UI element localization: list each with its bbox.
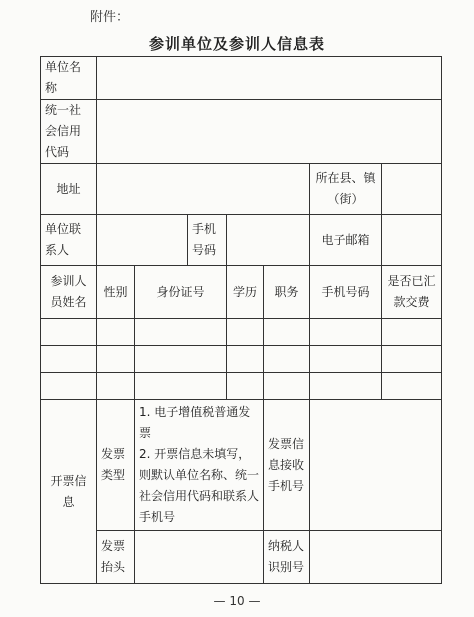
id-number-header: 身份证号 [135,266,227,319]
trainee-row [41,319,442,346]
registration-form-table [40,56,442,584]
email-input[interactable] [382,215,442,266]
position-input[interactable] [264,319,310,346]
education-input[interactable] [227,346,264,373]
trainee-mobile-input[interactable] [310,346,382,373]
invoice-header-input[interactable] [135,531,264,584]
credit-code-label: 统一社会信用代码 [41,100,97,164]
trainee-name-input[interactable] [41,373,97,400]
trainee-name-input[interactable] [41,319,97,346]
position-header: 职务 [264,266,310,319]
gender-input[interactable] [97,346,135,373]
address-label: 地址 [41,164,97,215]
position-input[interactable] [264,373,310,400]
invoice-notes [135,400,264,531]
page-number: — 10 — [213,594,261,608]
invoice-header-label: 发票抬头 [97,531,135,584]
education-input[interactable] [227,373,264,400]
form-title: 参训单位及参训人信息表 [148,35,325,53]
education-header: 学历 [227,266,264,319]
attachment-label: 附件： [90,10,130,25]
trainee-name-input[interactable] [41,346,97,373]
id-number-input[interactable] [135,346,227,373]
gender-input[interactable] [97,373,135,400]
invoice-recv-mobile-label: 发票信息接收手机号 [264,400,310,531]
paid-input[interactable] [382,346,442,373]
email-label: 电子邮箱 [310,215,382,266]
taxpayer-id-input[interactable] [310,531,442,584]
paid-header: 是否已汇款交费 [382,266,442,319]
id-number-input[interactable] [135,373,227,400]
invoice-type-label: 发票类型 [97,400,135,531]
id-number-input[interactable] [135,319,227,346]
education-input[interactable] [227,319,264,346]
trainee-mobile-header: 手机号码 [310,266,382,319]
mobile-input[interactable] [227,215,310,266]
address-input[interactable] [97,164,310,215]
taxpayer-id-label: 纳税人识别号 [264,531,310,584]
gender-header: 性别 [97,266,135,319]
trainee-mobile-input[interactable] [310,373,382,400]
unit-contact-input[interactable] [97,215,188,266]
county-town-input[interactable] [382,164,442,215]
unit-name-label: 单位名称 [41,57,97,100]
trainee-name-header: 参训人员姓名 [41,266,97,319]
paid-input[interactable] [382,319,442,346]
invoice-info-label: 开票信息 [41,400,97,584]
county-town-label: 所在县、镇（街） [310,164,382,215]
trainee-mobile-input[interactable] [310,319,382,346]
trainee-row [41,346,442,373]
invoice-recv-mobile-input[interactable] [310,400,442,531]
unit-name-input[interactable] [97,57,442,100]
gender-input[interactable] [97,319,135,346]
mobile-label: 手机号码 [188,215,227,266]
credit-code-input[interactable] [97,100,442,164]
trainee-row [41,373,442,400]
invoice-note-2: 2. 开票信息未填写，则默认单位名称、统一社会信用代码和联系人手机号 [139,447,260,524]
invoice-note-1: 1. 电子增值税普通发票 [139,405,251,440]
paid-input[interactable] [382,373,442,400]
position-input[interactable] [264,346,310,373]
unit-contact-label: 单位联系人 [41,215,97,266]
